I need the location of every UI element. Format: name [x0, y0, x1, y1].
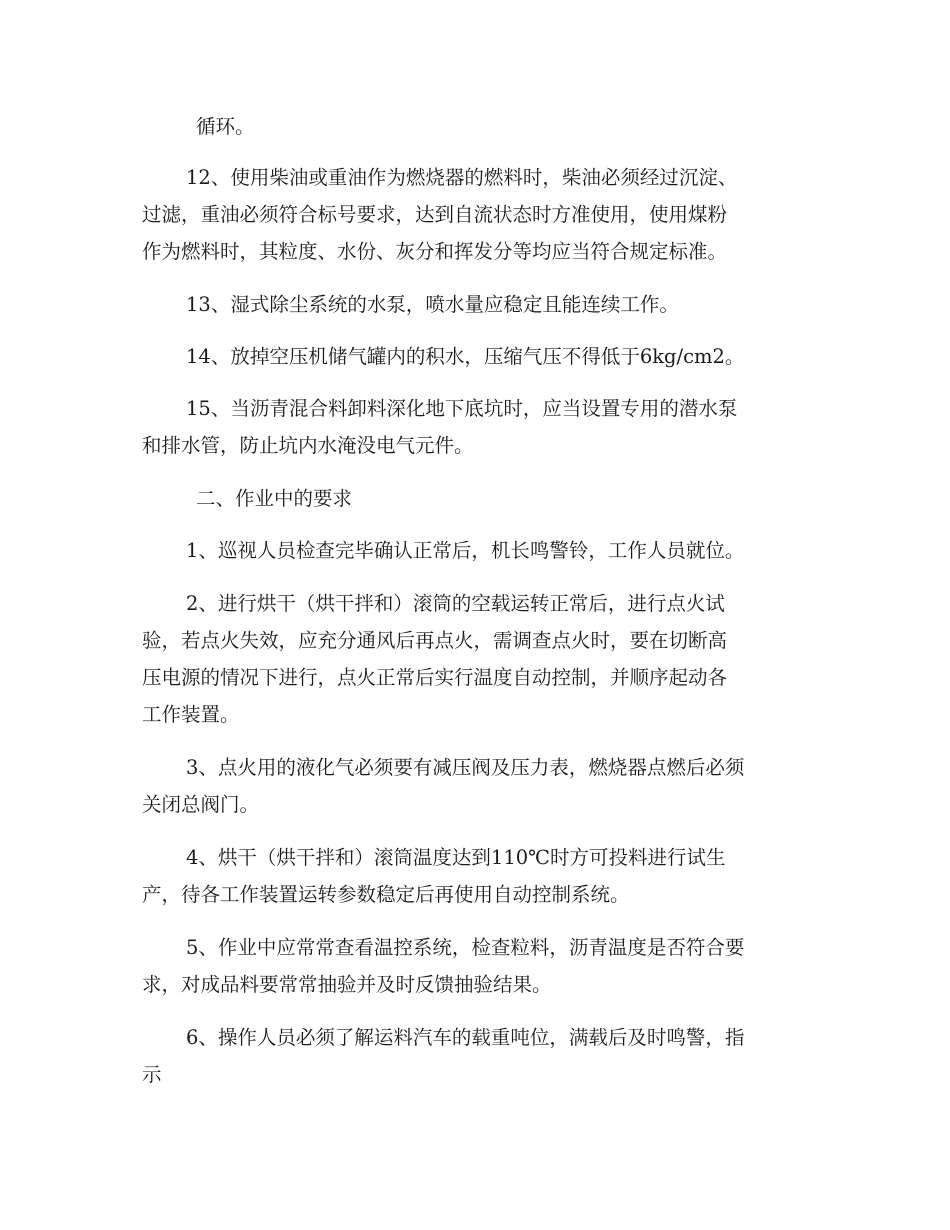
text-line: 关闭总阀门。 [142, 793, 260, 816]
text-line: 验，若点火失效，应充分通风后再点火，需调查点火时，要在切断高 [142, 629, 728, 652]
text-line: 过滤，重油必须符合标号要求，达到自流状态时方准使用，使用煤粉 [142, 203, 728, 226]
text-line: 产，待各工作装置运转参数稳定后再使用自动控制系统。 [142, 883, 630, 906]
text-line: 和排水管，防止坑内水淹没电气元件。 [142, 434, 474, 457]
text-line: 13、湿式除尘系统的水泵，喷水量应稳定且能连续工作。 [186, 293, 679, 316]
text-line: 2、进行烘干（烘干拌和）滚筒的空载运转正常后，进行点火试 [186, 592, 725, 615]
text-line: 6、操作人员必须了解运料汽车的载重吨位，满载后及时鸣警，指 [186, 1026, 745, 1049]
text-line: 作为燃料时，其粒度、水份、灰分和挥发分等均应当符合规定标准。 [142, 240, 728, 263]
text-line: 15、当沥青混合料卸料深化地下底坑时，应当设置专用的潜水泵 [186, 397, 738, 420]
text-line: 3、点火用的液化气必须要有减压阀及压力表，燃烧器点燃后必须 [186, 756, 745, 779]
text-line: 5、作业中应常常查看温控系统，检查粒料，沥青温度是否符合要 [186, 936, 745, 959]
text-line: 12、使用柴油或重油作为燃烧器的燃料时，柴油必须经过沉淀、 [186, 166, 738, 189]
text-line: 工作装置。 [142, 703, 240, 726]
text-line: 示 [142, 1063, 162, 1086]
text-line: 循环。 [196, 115, 255, 138]
text-line: 压电源的情况下进行，点火正常后实行温度自动控制，并顺序起动各 [142, 666, 728, 689]
text-line: 14、放掉空压机储气罐内的积水，压缩气压不得低于6kg/cm2。 [186, 345, 745, 368]
text-line: 求，对成品料要常常抽验并及时反馈抽验结果。 [142, 973, 552, 996]
section-heading: 二、作业中的要求 [196, 487, 353, 510]
text-line: 4、烘干（烘干拌和）滚筒温度达到110℃时方可投料进行试生 [186, 846, 726, 869]
text-line: 1、巡视人员检查完毕确认正常后，机长鸣警铃，工作人员就位。 [186, 539, 745, 562]
